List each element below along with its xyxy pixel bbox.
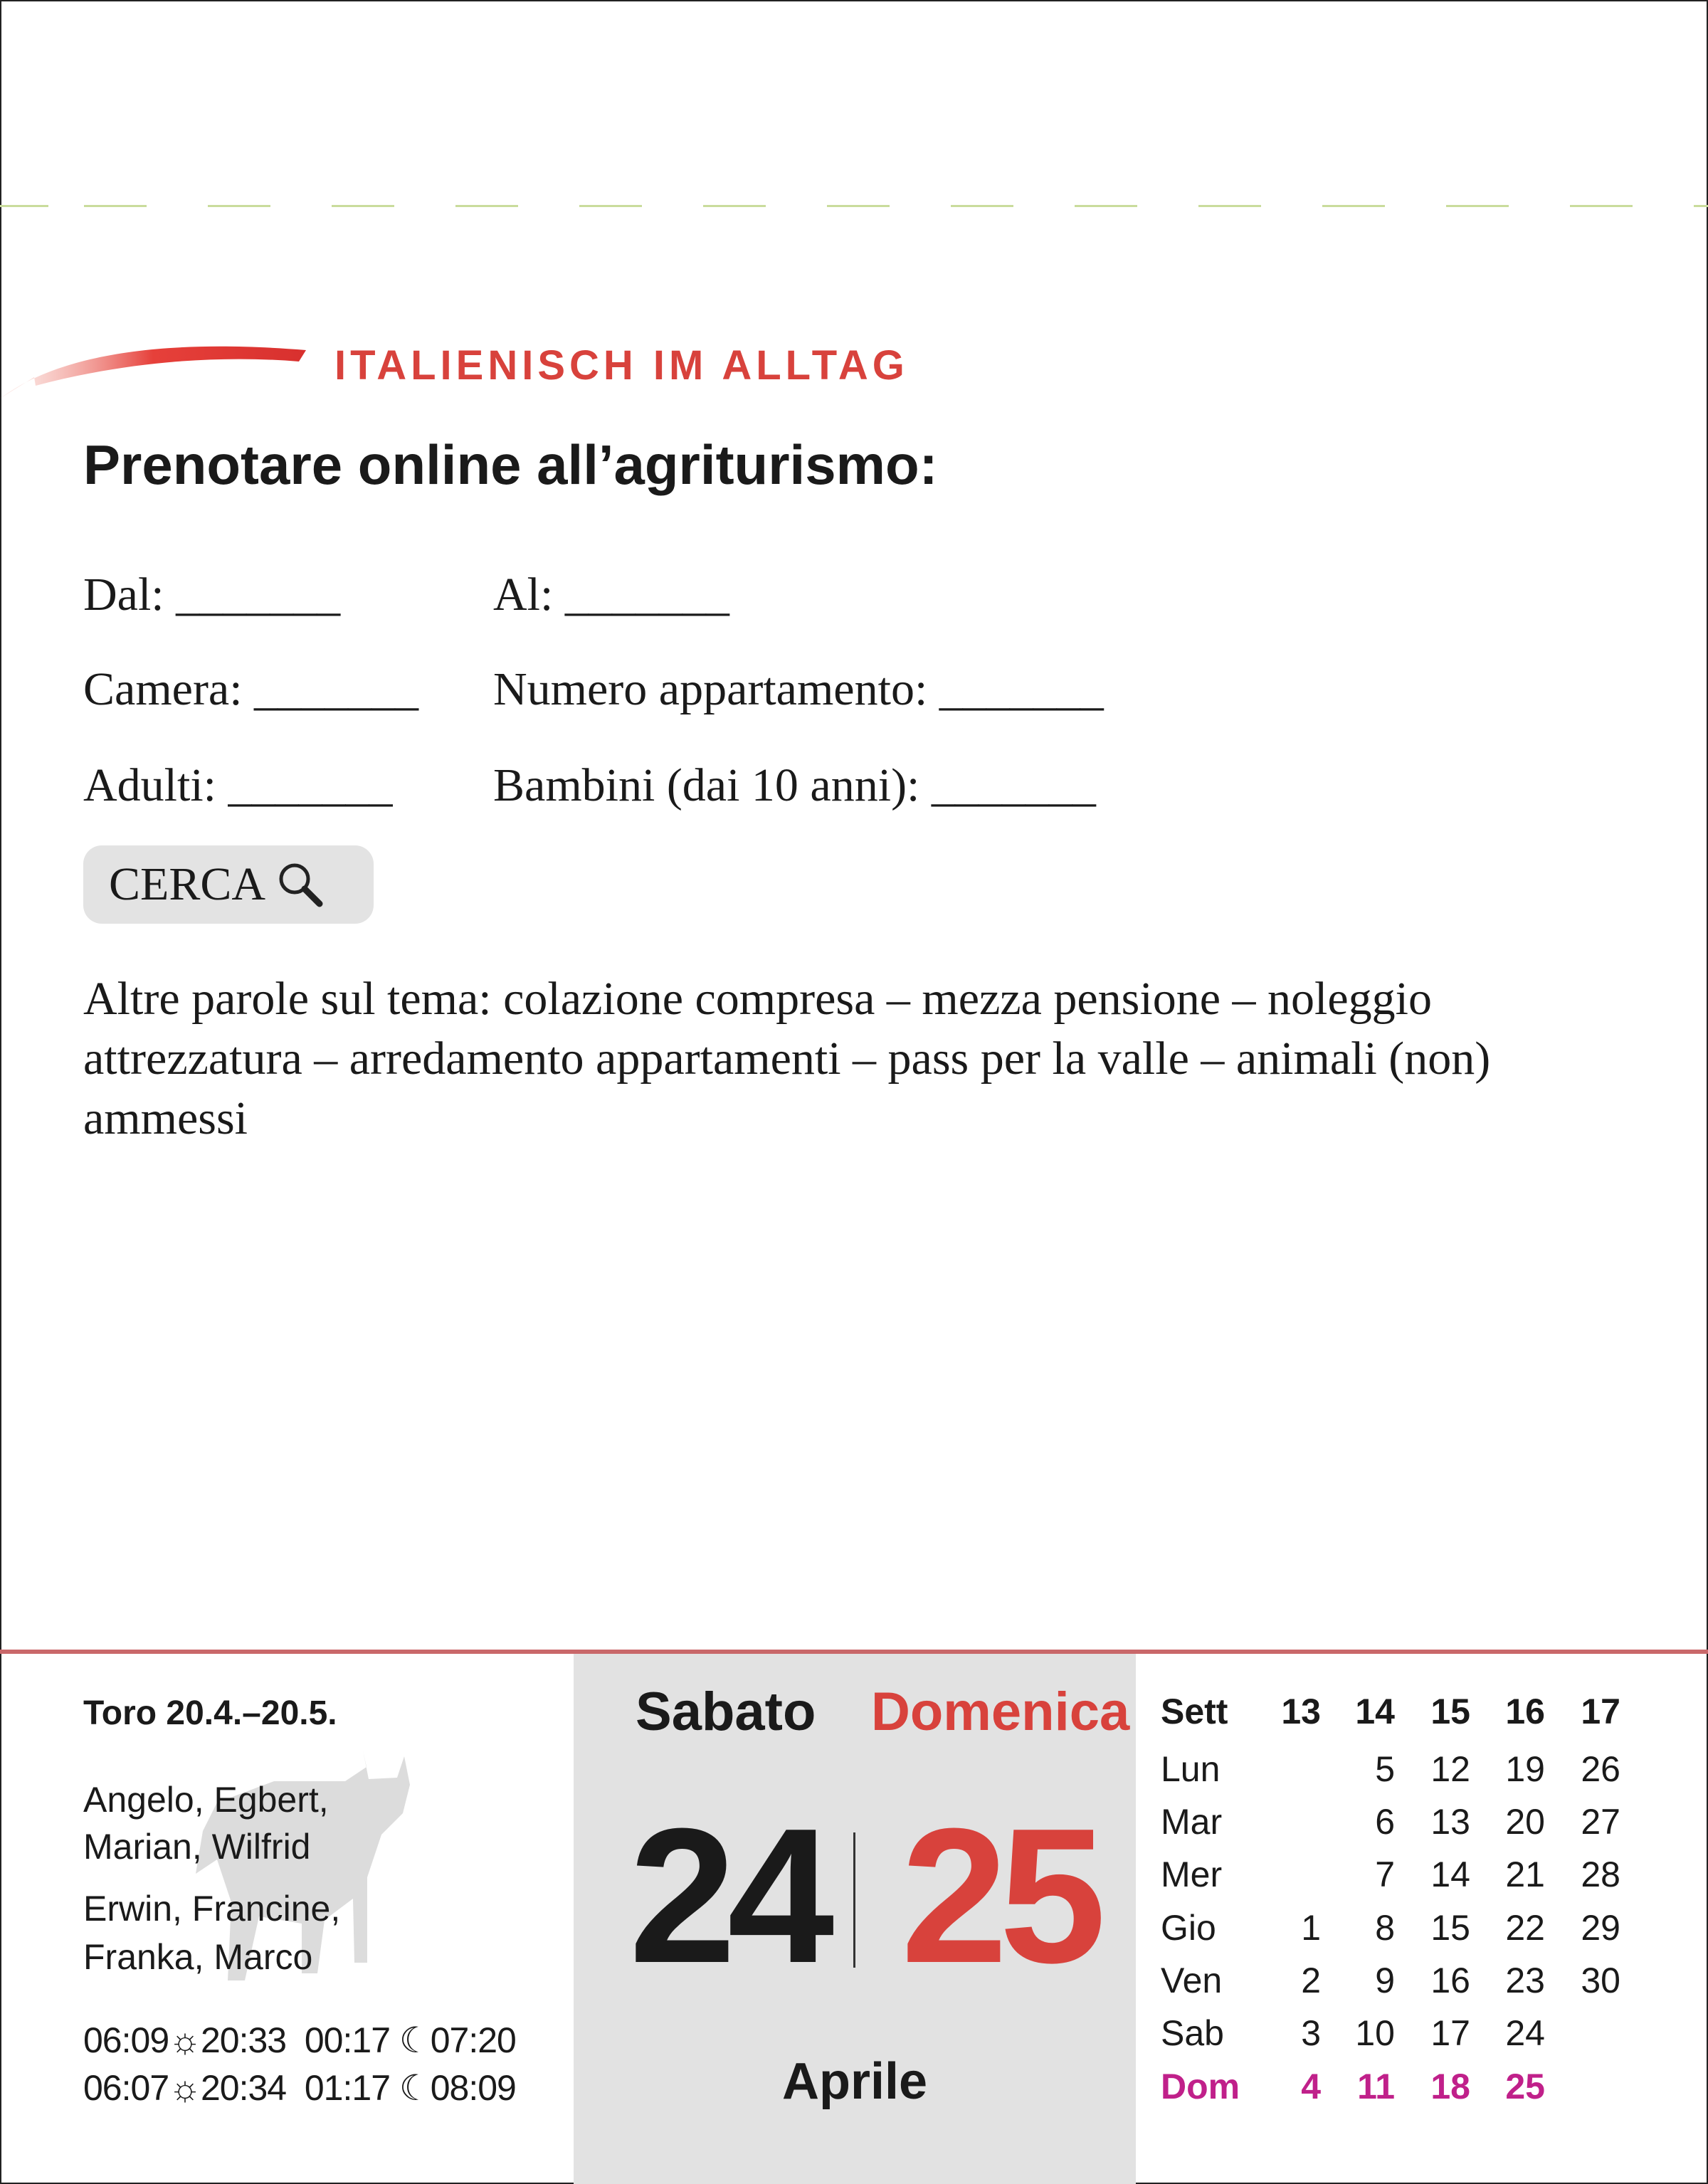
search-button-label: CERCA — [109, 858, 266, 910]
moon-icon: ☾ — [399, 2068, 431, 2108]
calendar-date-cell: 19 — [1505, 1749, 1545, 1789]
calendar-date-cell: 7 — [1375, 1855, 1395, 1894]
field-numero-appartamento[interactable]: Numero appartamento: _______ — [493, 663, 1104, 715]
name-day-sun-2: Franka, Marco — [83, 1937, 313, 1977]
date-sunday: 25 — [901, 1789, 1098, 2003]
calendar-date-cell: 11 — [1357, 2067, 1395, 2106]
moonset-time: 07:20 — [430, 2020, 516, 2060]
sun-icon: ☼ — [169, 2068, 201, 2108]
field-al[interactable]: Al: _______ — [493, 569, 729, 621]
calendar-date-cell: 5 — [1375, 1749, 1395, 1789]
section-kicker: ITALIENISCH IM ALLTAG — [334, 342, 909, 389]
search-button[interactable] — [83, 845, 374, 924]
calendar-date-cell: 23 — [1505, 1961, 1545, 2000]
calendar-date-cell: 9 — [1375, 1961, 1395, 2000]
field-bambini[interactable]: Bambini (dai 10 anni): _______ — [493, 759, 1096, 811]
calendar-date-cell: 24 — [1505, 2013, 1545, 2053]
name-day-sun-1: Erwin, Francine, — [83, 1889, 341, 1929]
moon-icon: ☾ — [399, 2020, 431, 2060]
sunrise-time: 06:09 — [83, 2020, 169, 2060]
field-dal[interactable]: Dal: _______ — [83, 569, 341, 621]
name-day-sat-2: Marian, Wilfrid — [83, 1827, 311, 1867]
perforation-line — [0, 205, 1708, 207]
calendar-date-cell: 3 — [1301, 2013, 1321, 2053]
moonset-time: 08:09 — [430, 2068, 516, 2108]
calendar-date-cell: 16 — [1430, 1961, 1470, 2000]
calendar-date-cell: 25 — [1505, 2067, 1545, 2106]
sun-moon-times-row — [83, 2020, 516, 2061]
calendar-date-cell: 27 — [1581, 1802, 1620, 1842]
swoosh-icon — [0, 334, 313, 406]
calendar-weekday-label: Dom — [1161, 2067, 1240, 2106]
day-name-saturday: Sabato — [636, 1682, 816, 1742]
month-label: Aprile — [781, 2053, 928, 2110]
sun-moon-times-row — [83, 2067, 516, 2109]
calendar-date-cell: 2 — [1301, 1961, 1321, 2000]
calendar-week-number: 15 — [1430, 1692, 1470, 1731]
day-name-sunday: Domenica — [871, 1682, 1130, 1742]
calendar-week-header: Sett — [1161, 1692, 1228, 1731]
calendar-week-number: 13 — [1281, 1692, 1321, 1731]
date-divider — [853, 1832, 855, 1968]
calendar-date-cell: 10 — [1355, 2013, 1395, 2053]
calendar-week-number: 17 — [1581, 1692, 1620, 1731]
calendar-date-cell: 26 — [1581, 1749, 1620, 1789]
zodiac-label: Toro 20.4.–20.5. — [83, 1694, 337, 1732]
calendar-date-cell: 30 — [1581, 1961, 1620, 2000]
vocabulary-paragraph: Altre parole sul tema: colazione compresa – mezza pensione – noleggio attrezzatura – arredamento appartamenti – pass per la valle – animali (non) ammessi — [83, 973, 1491, 1144]
calendar-week-number: 14 — [1355, 1692, 1395, 1731]
moonrise-time: 00:17 — [304, 2020, 390, 2060]
calendar-date-cell: 17 — [1430, 2013, 1470, 2053]
calendar-date-cell: 12 — [1430, 1749, 1470, 1789]
calendar-weekday-label: Sab — [1161, 2013, 1224, 2053]
page-title: Prenotare online all’agriturismo: — [83, 433, 938, 496]
calendar-weekday-label: Mer — [1161, 1855, 1223, 1894]
sunset-time: 20:34 — [200, 2068, 287, 2108]
magnifier-icon — [275, 860, 325, 909]
calendar-date-cell: 18 — [1430, 2067, 1470, 2106]
calendar-weekday-label: Mar — [1161, 1802, 1223, 1842]
date-saturday: 24 — [629, 1789, 826, 2003]
name-day-sat-1: Angelo, Egbert, — [83, 1780, 329, 1820]
calendar-date-cell: 1 — [1301, 1908, 1321, 1948]
calendar-date-cell: 4 — [1301, 2067, 1321, 2106]
sunset-time: 20:33 — [200, 2020, 287, 2060]
sun-icon: ☼ — [169, 2020, 201, 2060]
calendar-weekday-label: Ven — [1161, 1961, 1223, 2000]
calendar-date-cell: 13 — [1430, 1802, 1470, 1842]
sunrise-time: 06:07 — [83, 2068, 169, 2108]
calendar-weekday-label: Gio — [1161, 1908, 1216, 1948]
calendar-date-cell: 14 — [1430, 1855, 1470, 1894]
calendar-date-cell: 21 — [1505, 1855, 1545, 1894]
calendar-date-cell: 29 — [1581, 1908, 1620, 1948]
calendar-date-cell: 20 — [1505, 1802, 1545, 1842]
calendar-date-cell: 28 — [1581, 1855, 1620, 1894]
calendar-date-cell: 22 — [1505, 1908, 1545, 1948]
moonrise-time: 01:17 — [304, 2068, 390, 2108]
field-adulti[interactable]: Adulti: _______ — [83, 759, 393, 811]
calendar-week-number: 16 — [1505, 1692, 1545, 1731]
calendar-weekday-label: Lun — [1161, 1749, 1221, 1789]
calendar-date-cell: 15 — [1430, 1908, 1470, 1948]
field-camera[interactable]: Camera: _______ — [83, 663, 419, 715]
calendar-date-cell: 8 — [1375, 1908, 1395, 1948]
calendar-date-cell: 6 — [1375, 1802, 1395, 1842]
